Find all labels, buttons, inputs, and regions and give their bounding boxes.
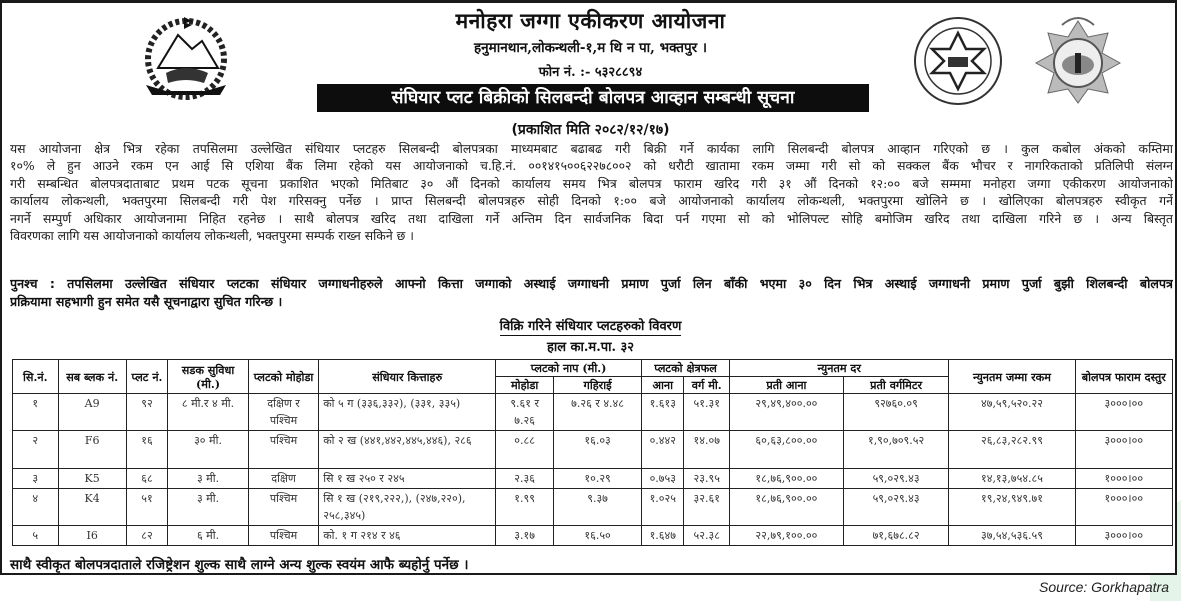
cell-sqm: २३.९५ [684, 469, 730, 489]
notice-line: नगर्ने सम्पुर्ण अधिकार आयोजनामा निहित रहनेछ । साथै बोलपत्र खरिद तथा दाखिला गर्ने अन्तिम दिन सार्वजनिक बिदा पर्न गएमा सो को भोलिपल्ट सोहि बमोजिम खरिद तथा दाखिला गरिने छ । अन्य बिस्तृत [10, 210, 1173, 226]
cell-width: ०.८८ [496, 431, 554, 469]
cell-sn: १ [13, 394, 59, 431]
cell-depth: ९.३७ [554, 489, 642, 526]
cell-total: ४७,५९,५२०.२२ [949, 394, 1075, 431]
cell-facing: दक्षिण [248, 469, 318, 489]
cell-plot-no: ८२ [126, 526, 167, 546]
cell-depth: १६.५० [554, 526, 642, 546]
cell-sn: ५ [13, 526, 59, 546]
cell-sqm: १४.०७ [684, 431, 730, 469]
cell-total: १४,१३,७५४.८५ [949, 469, 1075, 489]
col-form-fee: बोलपत्र फाराम दस्तुर [1075, 360, 1172, 394]
cell-kittas: को. १ ग २१४ र ४६ [319, 526, 496, 546]
cell-kittas: सि १ ख २५० र २४५ [319, 469, 496, 489]
cell-facing: पश्चिम [248, 526, 318, 546]
notice-line: १०% ले हुन आउने रकम एन आई सि एशिया बैंक लिमा रहेको यस आयोजनाको च.हि.नं. ००१४१५००६२२७८००२ को धरौटी खातामा रकम जम्मा गरी सो को सक्कल बैंक भौचर र नागरिकताको प्रतिलिपी संलग्न [10, 158, 1173, 174]
notice-line: गरी सम्बन्धित बोलपत्रदाताबाट प्रथम पटक सूचना प्रकाशित भएको मितिबाट ३० औं दिनको कार्यालय समय भित्र बोलपत्र फाराम खरिद गरी ३१ औं दिनको १२:०० बजे सम्ममा मनोहरा जग्गा एकीकरण आयोजनाको [10, 175, 1173, 191]
cell-sub-block: K4 [58, 489, 126, 526]
col-group-min-rate: न्युनतम दर [730, 360, 949, 377]
organization-address: हनुमानथान,लोकन्थली-१,म थि न पा, भक्तपुर । [473, 40, 708, 56]
cell-sub-block: F6 [58, 431, 126, 469]
published-date: (प्रकाशित मिति २०८२/१२/१७) [511, 122, 670, 138]
cell-depth: ७.२६ र ४.४८ [554, 394, 642, 431]
notice-body [10, 140, 1173, 244]
cell-width: २.३६ [496, 469, 554, 489]
table-title: विक्रि गरिने संधियार प्लटहरुको विवरण [499, 319, 682, 334]
table-subtitle: हाल का.म.पा. ३२ [546, 340, 635, 355]
cell-aana: ०.७५३ [642, 469, 684, 489]
cell-plot-no: ५१ [126, 489, 167, 526]
cell-per-sqm: ५९,०२९.४३ [843, 489, 949, 526]
notice-header [2, 3, 1179, 138]
notice-line: विवरणका लागि यस आयोजनाको कार्यालय लोकन्थली, भक्तपुरमा सम्पर्क राख्न सकिने छ । [10, 228, 414, 244]
cell-aana: १.६४७ [642, 526, 684, 546]
cell-aana: ०.४४२ [642, 431, 684, 469]
cell-depth: १०.२९ [554, 469, 642, 489]
cell-kittas: को २ ख (४४१,४४२,४४५,४४६), २८६ [319, 431, 496, 469]
col-sn: सि.नं. [13, 360, 59, 394]
cell-per-aana: २९,४९,४००.०० [730, 394, 844, 431]
postscript-line: प्रक्रियामा सहभागी हुन समेत यसै सूचनाद्वारा सुचित गरिन्छ । [10, 294, 283, 309]
cell-total: १९,२४,९४९.७१ [949, 489, 1075, 526]
cell-sub-block: A9 [58, 394, 126, 431]
table-row [13, 431, 1173, 469]
cell-fee: १०००।०० [1075, 469, 1172, 489]
col-depth: गहिराई [554, 377, 642, 394]
cell-total: २६,८३,२८२.९९ [949, 431, 1075, 469]
cell-aana: १.६१३ [642, 394, 684, 431]
cell-depth: १६.०३ [554, 431, 642, 469]
cell-kittas: को ५ ग (३३६,३३२), (३३१, ३३५) [319, 394, 496, 431]
cell-width: ९.६१ र ७.२६ [496, 394, 554, 431]
cell-sn: २ [13, 431, 59, 469]
postscript-note [10, 275, 1173, 311]
kathmandu-metropolitan-logo-icon [912, 15, 1004, 107]
cell-road: ८ मी.र ४ मी. [168, 394, 249, 431]
cell-road: ३ मी. [168, 469, 249, 489]
col-per-sqm: प्रती वर्गमिटर [843, 377, 949, 394]
col-road: सडक सुविधा (मी.) [168, 360, 249, 394]
table-header-row [13, 360, 1173, 377]
cell-per-sqm: ७१,६७८.८२ [843, 526, 949, 546]
cell-fee: ३०००।०० [1075, 431, 1172, 469]
source-credit: Source: Gorkhapatra [1039, 579, 1169, 595]
cell-sub-block: K5 [58, 469, 126, 489]
footer-note: साथै स्वीकृत बोलपत्रदाताले रजिष्ट्रेशन शुल्क साथै लाग्ने अन्य शुल्क स्वयंम आफै ब्यहोर्नु पर्नेछ । [10, 557, 469, 573]
cell-facing: दक्षिण र पश्चिम [248, 394, 318, 431]
table-row [13, 489, 1173, 526]
col-group-plot-size: प्लटको नाप (मी.) [496, 360, 642, 377]
cell-per-sqm: १,९०,७०९.५२ [843, 431, 949, 469]
cell-total: ३७,५४,५३६.५९ [949, 526, 1075, 546]
col-group-area: प्लटको क्षेत्रफल [642, 360, 730, 377]
cell-sqm: ५२.३८ [684, 526, 730, 546]
table-row [13, 394, 1173, 431]
cell-kittas: सि १ ख (२१९,२२२,), (२४७,२२०), २५८,३४५) [319, 489, 496, 526]
cell-sub-block: I6 [58, 526, 126, 546]
col-adjacent-kittas: संधियार कित्ताहरु [319, 360, 496, 394]
cell-facing: पश्चिम [248, 489, 318, 526]
notice-title-banner: संघियार प्लट बिक्रीको सिलबन्दी बोलपत्र आव्हान सम्बन्धी सूचना [317, 84, 869, 112]
col-plot-no: प्लट नं. [126, 360, 167, 394]
col-sqm: वर्ग मी. [684, 377, 730, 394]
cell-aana: १.०२५ [642, 489, 684, 526]
cell-per-sqm: ५९,०२९.४३ [843, 469, 949, 489]
cell-per-aana: १८,७६,९००.०० [730, 469, 844, 489]
cell-per-aana: २२,७९,१००.०० [730, 526, 844, 546]
organization-phone: फोन नं. :- ५३२८८९४ [538, 65, 643, 80]
col-width: मोहोडा [496, 377, 554, 394]
cell-sn: ३ [13, 469, 59, 489]
cell-fee: ३०००।०० [1075, 526, 1172, 546]
notice-line: कार्यालय लोकन्थली, भक्तपुरमा सिलबन्दी गरी पेश गरिसक्नु पर्नेछ । प्राप्त सिलबन्दी बोलपत्रहरु सोही दिनको १:०० बजे आयोजनाको कार्यालय लोकन्थली, भक्तपुरमा खोलिने छ । खोलिएका बोलपत्रहरु स्वीकृत गर्ने [10, 193, 1173, 209]
cell-plot-no: १६ [126, 431, 167, 469]
cell-width: १.९९ [496, 489, 554, 526]
cell-facing: पश्चिम [248, 431, 318, 469]
col-frontage: प्लटको मोहोडा [248, 360, 318, 394]
cell-width: ३.१७ [496, 526, 554, 546]
cell-sn: ४ [13, 489, 59, 526]
cell-road: ३ मी. [168, 489, 249, 526]
table-row [13, 526, 1173, 546]
cell-road: ६ मी. [168, 526, 249, 546]
organization-name: मनोहरा जग्गा एकीकरण आयोजना [455, 9, 726, 33]
cell-per-sqm: ९२७६०.०९ [843, 394, 949, 431]
cell-per-aana: ६०,६३,८००.०० [730, 431, 844, 469]
col-min-total: न्युनतम जम्मा रकम [949, 360, 1075, 394]
municipality-logo-icon [1032, 11, 1124, 106]
table-row [13, 469, 1173, 489]
plots-table [12, 359, 1173, 546]
cell-fee: १०००।०० [1075, 489, 1172, 526]
cell-per-aana: १८,७६,९००.०० [730, 489, 844, 526]
cell-plot-no: ९२ [126, 394, 167, 431]
postscript-line: पुनश्च : तपसिलमा उल्लेखित संधियार प्लटका संधियार जग्गाधनीहरुले आफ्नो कित्ता जग्गाको अस्थाई जग्गाधनी प्रमाण पुर्जा लिन बाँकी भएमा ३० दिन भित्र अस्थाई जग्गाधनी प्रमाण पुर्जा बुझी शिलबन्दी बोलपत्र [10, 276, 1173, 291]
cell-fee: ३०००।०० [1075, 394, 1172, 431]
col-per-aana: प्रती आना [730, 377, 844, 394]
cell-sqm: ३२.६१ [684, 489, 730, 526]
col-sub-block: सब ब्लक नं. [58, 360, 126, 394]
notice-line: यस आयोजना क्षेत्र भित्र रहेका तपसिलमा उल्लेखित संधियार प्लटहरु सिलबन्दी बोलपत्रका माध्यमबाट बढाबढ गरी बिक्री गर्ने कार्यका लागि सिलबन्दी बोलपत्र आव्हान गरिएको छ । कुल कबोल अंकको कम्तिमा [10, 141, 1173, 156]
col-aana: आना [642, 377, 684, 394]
cell-plot-no: ६८ [126, 469, 167, 489]
cell-sqm: ५१.३१ [684, 394, 730, 431]
cell-road: ३० मी. [168, 431, 249, 469]
